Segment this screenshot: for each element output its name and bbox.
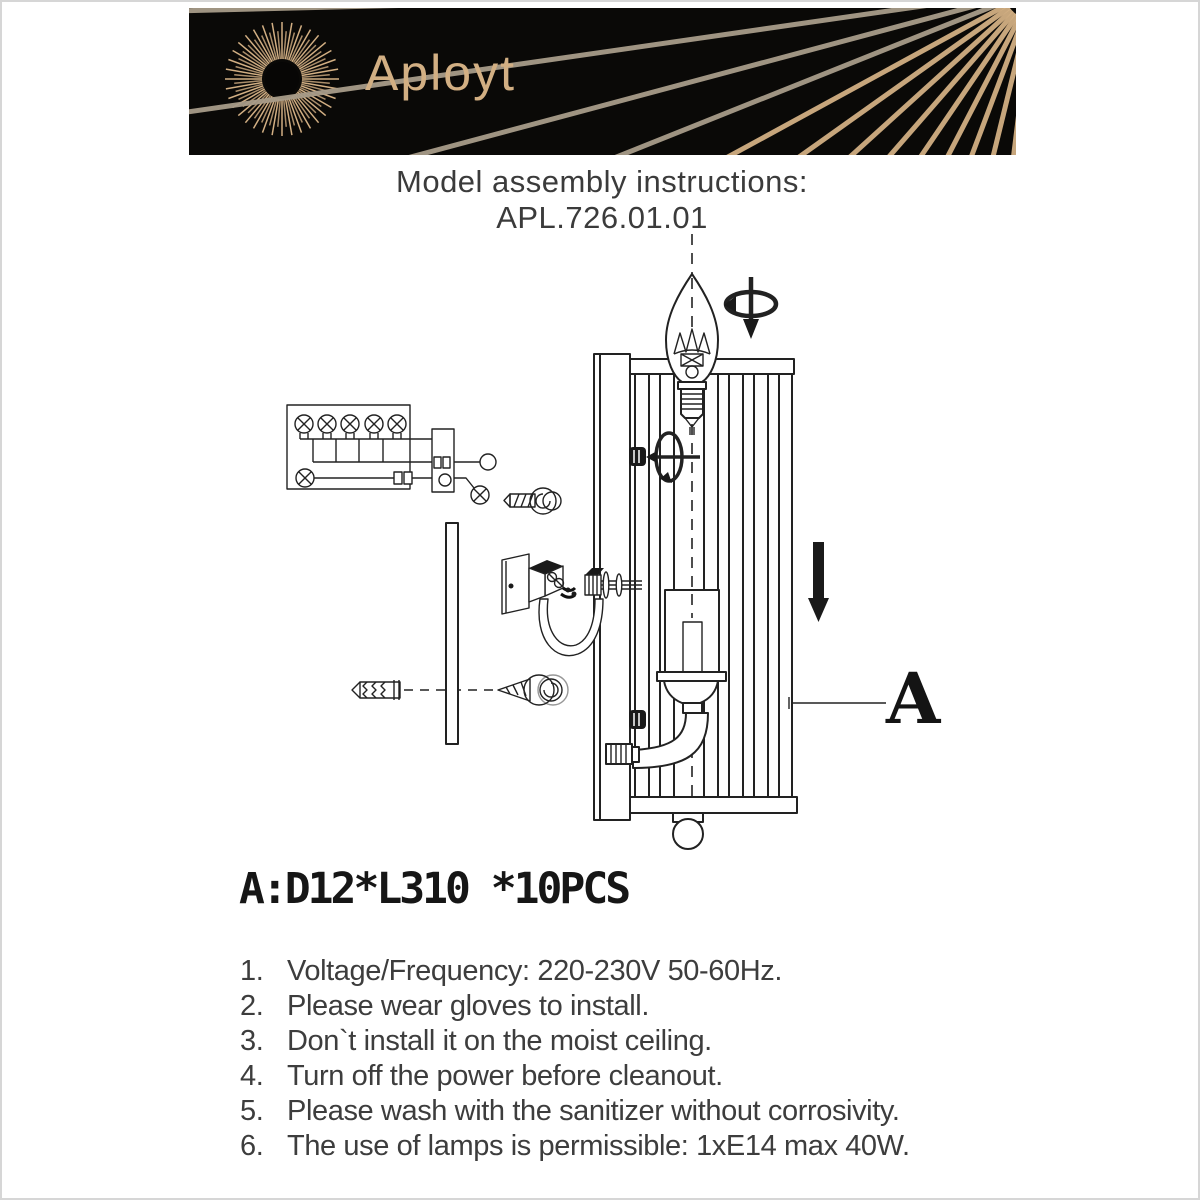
model-number: APL.726.01.01 bbox=[496, 200, 708, 235]
mounting-bracket bbox=[446, 523, 458, 744]
instruction-item bbox=[240, 989, 985, 1024]
lamp-bottom-bar bbox=[630, 797, 797, 813]
spec-line: A:D12*L310 *10PCS bbox=[239, 864, 629, 914]
lamp-slats bbox=[635, 374, 792, 797]
lamp-symbol bbox=[480, 454, 496, 470]
e14-base bbox=[678, 382, 706, 435]
instruction-item bbox=[240, 1024, 985, 1059]
instruction-item bbox=[240, 954, 985, 989]
instruction-number: 3. bbox=[240, 1025, 264, 1057]
thumb-knob-lower bbox=[629, 710, 646, 729]
instruction-text: Please wear gloves to install. bbox=[287, 990, 649, 1022]
set-screw bbox=[606, 744, 639, 764]
instruction-text: Please wash with the sanitizer without corrosivity. bbox=[287, 1095, 900, 1127]
finial bbox=[673, 813, 703, 849]
part-ref-label: A bbox=[886, 657, 941, 740]
page-title: Model assembly instructions: bbox=[396, 164, 808, 199]
instruction-text: Turn off the power before cleanout. bbox=[287, 1060, 723, 1092]
screw-upper-icon bbox=[504, 488, 561, 514]
instruction-number: 6. bbox=[240, 1130, 264, 1162]
instruction-list bbox=[240, 954, 985, 1164]
screw-lower-icon bbox=[498, 675, 568, 705]
thumb-knob-side bbox=[629, 447, 646, 466]
rotate-arrow-top-icon bbox=[724, 277, 776, 339]
instruction-number: 5. bbox=[240, 1095, 264, 1127]
wiring-diagram bbox=[287, 405, 496, 504]
instruction-item bbox=[240, 1059, 985, 1094]
down-arrow-icon bbox=[808, 542, 829, 622]
brand-wordmark: Aployt bbox=[365, 45, 516, 101]
terminal-block bbox=[432, 429, 454, 492]
leader-line bbox=[789, 697, 886, 709]
instruction-number: 2. bbox=[240, 990, 264, 1022]
instruction-number: 1. bbox=[240, 955, 264, 987]
instruction-item bbox=[240, 1129, 985, 1164]
instruction-number: 4. bbox=[240, 1060, 264, 1092]
lamp-body bbox=[594, 234, 886, 849]
wall-anchor-icon bbox=[352, 680, 493, 700]
instruction-text: The use of lamps is permissible: 1xE14 max 40W. bbox=[287, 1130, 910, 1162]
instruction-text: Don`t install it on the moist ceiling. bbox=[287, 1025, 712, 1057]
instruction-text: Voltage/Frequency: 220-230V 50-60Hz. bbox=[287, 955, 783, 987]
instruction-item bbox=[240, 1094, 985, 1129]
